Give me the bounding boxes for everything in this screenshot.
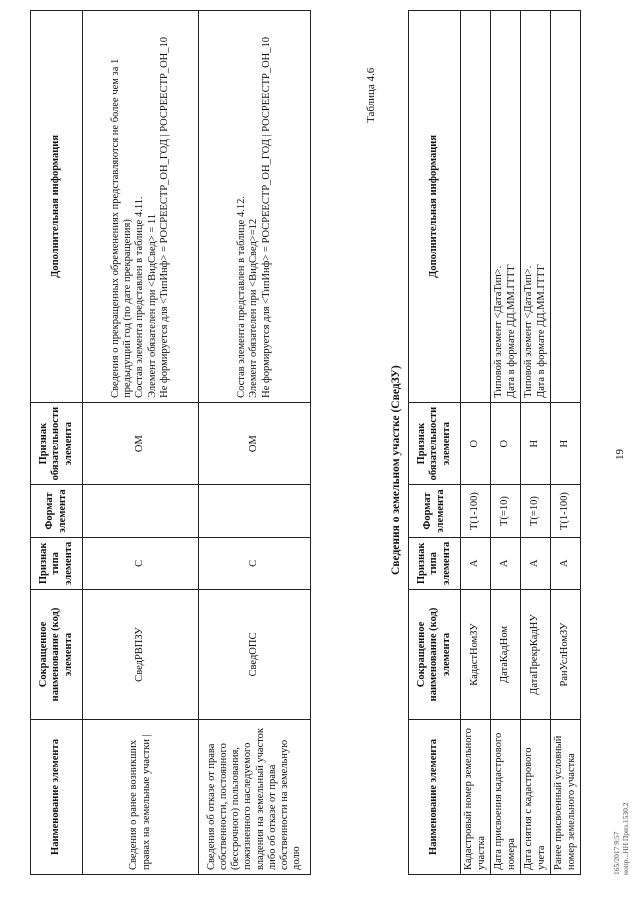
cell-format: T(=10) [491,485,521,537]
cell-info [551,11,581,403]
cell-name: Сведения о ранее возникших правах на земельные участки | [83,720,199,875]
cell-format: T(1-100) [461,485,491,537]
header-code: Сокращенное наименование (код) элемента [31,590,83,720]
header-type: Признак типа элемента [409,537,461,589]
cell-format: T(1-100) [551,485,581,537]
table-row [199,11,311,875]
table-row [551,11,581,875]
cell-code: ДатаКадНом [491,590,521,720]
cell-code: СведОПС [199,590,311,720]
header-name: Наименование элемента [31,720,83,875]
cell-info [461,11,491,403]
cell-info: Состав элемента представлен в таблице 4.12. Элемент обязателен при <ВидСвед>=12 Не формируется для <ТипИнф> = РОСРЕЕСТР_ОН_ГОД | РОСРЕЕСТР_ОН_10 [199,11,311,403]
table-header-row [31,11,83,875]
cell-code: ДатаПрекрКадНУ [521,590,551,720]
cell-info: Типовой элемент <ДатаТип>. Дата в формате ДД.ММ.ГГГГ [521,11,551,403]
cell-type: А [491,537,521,589]
cell-required: Н [521,402,551,485]
scan-footer-note: 165/2017 9:57 нопр...НН Приз.1530.2 [612,802,630,875]
cell-type: А [521,537,551,589]
header-format: Формат элемента [31,485,83,537]
cell-type: А [551,537,581,589]
cell-code: СведРВПЗУ [83,590,199,720]
cell-name: Ранее присвоенный условный номер земельного участка [551,720,581,875]
table-label: Таблица 4.6 [365,67,377,123]
table-row [491,11,521,875]
table-elements-continued [30,10,311,875]
table-land-plot [408,10,581,875]
header-code: Сокращенное наименование (код) элемента [409,590,461,720]
cell-required: ОМ [83,402,199,485]
page-number: 19 [614,449,626,460]
header-required: Признак обязательности элемента [409,402,461,485]
header-format: Формат элемента [409,485,461,537]
cell-required: О [491,402,521,485]
table-title: Сведения о земельном участке (СведЗУ) [390,365,402,575]
header-info: Дополнительная информация [31,11,83,403]
cell-name: Сведения об отказе от права собственности, постоянного (бессрочного) пользования, пожизненного наследуемого владения на земельный участок либо об отказе от права собственности на земельную долю [199,720,311,875]
cell-required: Н [551,402,581,485]
table-header-row [409,11,461,875]
cell-type: С [199,537,311,589]
header-required: Признак обязательности элемента [31,402,83,485]
cell-name: Кадастровый номер земельного участка [461,720,491,875]
table-row [461,11,491,875]
table-row [83,11,199,875]
cell-name: Дата присвоения кадастрового номера [491,720,521,875]
header-name: Наименование элемента [409,720,461,875]
cell-type: С [83,537,199,589]
cell-required: ОМ [199,402,311,485]
cell-format [199,485,311,537]
table-row [521,11,551,875]
cell-code: КадастНомЗУ [461,590,491,720]
cell-name: Дата снятия с кадастрового учета [521,720,551,875]
cell-info: Сведения о прекращенных обременениях представляются не более чем за 1 предыдущий год (по дате прекращения) Состав элемента представлен в таблице 4.11. Элемент обязателен при <ВидСвед> = 11 Не формируется для <ТипИнф> = РОСРЕЕСТР_ОН_ГОД | РОСРЕЕСТР_ОН_10 [83,11,199,403]
cell-format [83,485,199,537]
cell-info: Типовой элемент <ДатаТип>. Дата в формате ДД.ММ.ГГГГ [491,11,521,403]
cell-format: T(=10) [521,485,551,537]
header-info: Дополнительная информация [409,11,461,403]
cell-type: А [461,537,491,589]
header-type: Признак типа элемента [31,537,83,589]
cell-code: РанУслНомЗУ [551,590,581,720]
cell-required: О [461,402,491,485]
